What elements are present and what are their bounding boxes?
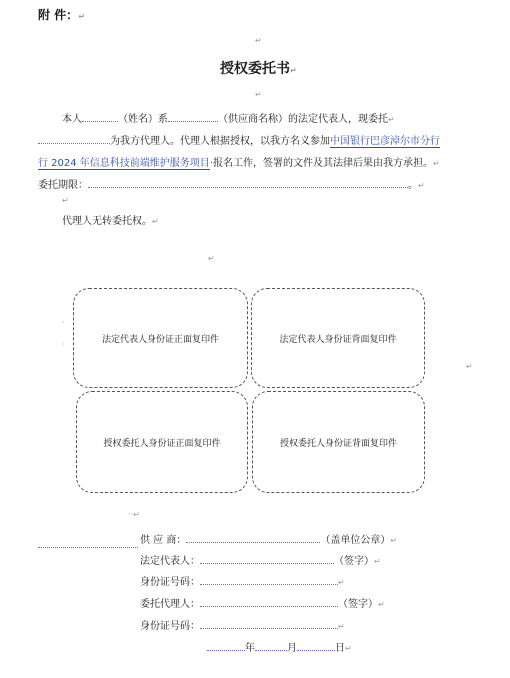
sign-agent-row xyxy=(140,595,385,610)
agent-blank xyxy=(38,134,110,144)
paragraph-mark-icon: ↵ xyxy=(78,12,85,21)
left-dotted-leader xyxy=(38,547,138,548)
para1-part3: （供应商名称）的法定代表人，现委托 xyxy=(218,114,388,125)
para1-line2 xyxy=(38,132,440,147)
period-end: 。 xyxy=(408,180,418,191)
paragraph-mark-icon: · xyxy=(62,340,65,349)
paragraph-mark-icon: ↵ xyxy=(374,557,381,566)
paragraph-mark-icon: ↵ xyxy=(388,115,395,124)
supplier-sign-blank xyxy=(186,533,320,543)
sign-legal-rep-row xyxy=(140,552,381,567)
para2 xyxy=(62,212,159,227)
attachment-label-text: 附 件： xyxy=(38,8,79,22)
paragraph-mark-icon: ↵ xyxy=(378,600,385,609)
year-label: 年 xyxy=(245,643,255,654)
legal-rep-label: 法定代表人： xyxy=(140,556,200,567)
paragraph-mark-icon: ↵ xyxy=(255,36,262,45)
paragraph-mark-icon: ↵ xyxy=(290,66,297,75)
supplier-blank xyxy=(168,112,218,122)
period-blank xyxy=(88,178,408,188)
document-title xyxy=(220,58,297,78)
project-link: 中国银行巴彦淖尔市分行 xyxy=(330,136,440,147)
sign-supplier-row xyxy=(140,531,397,546)
day-blank xyxy=(297,641,335,651)
id2-label: 身份证号码： xyxy=(140,621,200,632)
paragraph-mark-icon: ↵ xyxy=(338,578,345,587)
paragraph-mark-icon: ↵ xyxy=(208,254,215,263)
paragraph-mark-icon: ↵ xyxy=(390,536,398,545)
attachment-label xyxy=(38,6,85,23)
paragraph-mark-icon: · xyxy=(62,318,65,327)
paragraph-mark-icon: ↵ xyxy=(62,196,69,205)
agent-label: 委托代理人： xyxy=(140,599,200,610)
paragraph-mark-icon: ↵ xyxy=(152,217,159,226)
id2-blank xyxy=(200,619,338,629)
name-blank xyxy=(82,112,118,122)
period-label: 委托期限： xyxy=(38,180,88,191)
day-label: 日 xyxy=(335,643,345,654)
paragraph-mark-icon: ··↵ xyxy=(128,510,140,519)
box-agent-id-front xyxy=(76,391,248,493)
box-legal-rep-id-front xyxy=(73,288,248,388)
para1-line3-rest: 报名工作，签署的文件及其法律后果由我方承担。 xyxy=(213,158,433,169)
box-label: 授权委托人身份证正面复印件 xyxy=(103,438,221,449)
paragraph-mark-icon: ↵ xyxy=(255,90,262,99)
sign-date-row xyxy=(207,639,352,654)
para1-part1: 本人 xyxy=(62,114,82,125)
box-agent-id-back xyxy=(252,391,425,493)
agent-sign-blank xyxy=(200,597,338,607)
paragraph-mark-icon: ↵ xyxy=(338,622,345,631)
para1-part4: 为我方代理人。代理人根据授权，以我方名义参加 xyxy=(110,136,330,147)
separator-dot: · xyxy=(209,158,213,169)
legal-rep-sign-blank xyxy=(200,554,334,564)
paragraph-mark-icon: ↵ xyxy=(418,181,425,190)
paragraph-mark-icon: ↵ xyxy=(433,159,440,168)
para1-part2: （姓名）系 xyxy=(118,114,168,125)
title-text: 授权委托书 xyxy=(220,61,290,77)
para1-line3 xyxy=(38,154,440,169)
year-blank xyxy=(207,641,245,651)
month-label: 月 xyxy=(287,643,297,654)
supplier-label: 供 应 商： xyxy=(140,535,187,546)
sign-id2-row xyxy=(140,617,345,632)
paragraph-mark-icon: ↵ xyxy=(345,644,352,653)
id1-label: 身份证号码： xyxy=(140,577,200,588)
agent-note: （签字） xyxy=(338,599,378,610)
box-label: 法定代表人身份证背面复印件 xyxy=(279,334,397,345)
period-line xyxy=(38,176,425,191)
box-label: 授权委托人身份证背面复印件 xyxy=(279,438,397,449)
legal-rep-note: （签字） xyxy=(334,556,374,567)
para1-line1 xyxy=(62,110,395,125)
paragraph-mark-icon: ↵ xyxy=(466,362,473,371)
para2-text: 代理人无转委托权。 xyxy=(62,216,152,227)
sign-id1-row xyxy=(140,573,345,588)
box-legal-rep-id-back xyxy=(251,288,425,388)
box-label: 法定代表人身份证正面复印件 xyxy=(101,334,219,345)
month-blank xyxy=(255,641,287,651)
supplier-note: （盖单位公章） xyxy=(320,535,391,546)
project-name: 行 2024 年信息科技前端维护服务项目 xyxy=(38,158,210,169)
id1-blank xyxy=(200,575,338,585)
